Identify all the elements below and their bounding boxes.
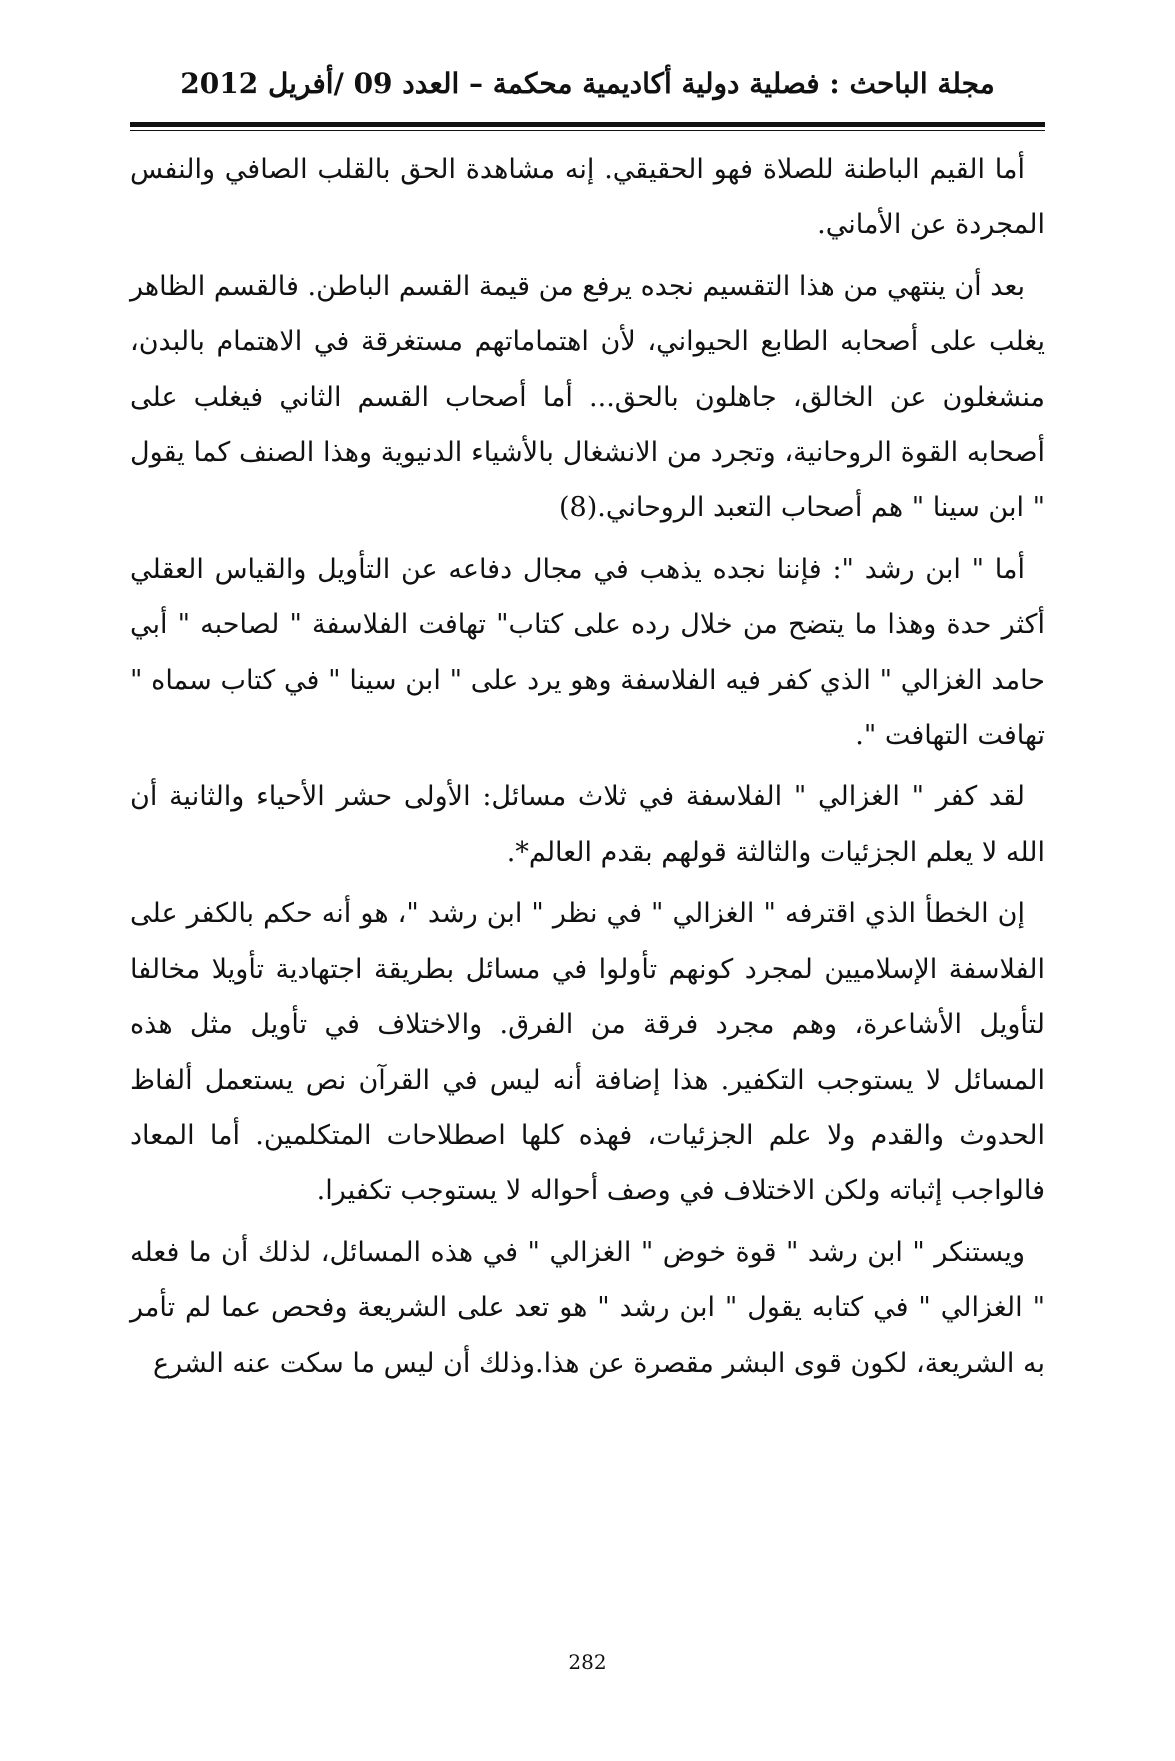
page-number: 282 bbox=[568, 1650, 607, 1674]
paragraph-4: لقد كفر " الغزالي " الفلاسفة في ثلاث مسائل: الأولى حشر الأحياء والثانية أن الله لا يعلم الجزئيات والثالثة قولهم بقدم العالم*. bbox=[130, 781, 1045, 868]
article-body bbox=[130, 142, 1045, 1397]
header-divider bbox=[130, 122, 1045, 131]
paragraph-2: بعد أن ينتهي من هذا التقسيم نجده يرفع من قيمة القسم الباطن. فالقسم الظاهر يغلب على أصحابه الطابع الحيواني، لأن اهتماماتهم مستغرقة في الاهتمام بالبدن، منشغلون عن الخالق، جاهلون بالحق... أما أصحاب القسم الثاني فيغلب على أصحابه القوة الروحانية، وتجرد من الانشغال بالأشياء الدنيوية وهذا الصنف كما يقول " ابن سينا " هم أصحاب التعبد الروحاني.(8) bbox=[130, 270, 1045, 524]
paragraph-1: أما القيم الباطنة للصلاة فهو الحقيقي. إنه مشاهدة الحق بالقلب الصافي والنفس المجردة عن الأماني. bbox=[130, 154, 1045, 241]
journal-header: مجلة الباحث : فصلية دولية أكاديمية محكمة – العدد 09 /أفريل 2012 bbox=[180, 67, 995, 100]
paragraph-5: إن الخطأ الذي اقترفه " الغزالي " في نظر " ابن رشد "، هو أنه حكم بالكفر على الفلاسفة الإسلاميين لمجرد كونهم تأولوا في مسائل بطريقة اجتهادية تأويلا مخالفا لتأويل الأشاعرة، وهم مجرد فرقة من الفرق. والاختلاف في تأويل مثل هذه المسائل لا يستوجب التكفير. هذا إضافة أنه ليس في القرآن نص يستعمل ألفاظ الحدوث والقدم ولا علم الجزئيات، فهذه كلها اصطلاحات المتكلمين. أما المعاد فالواجب إثباته ولكن الاختلاف في وصف أحواله لا يستوجب تكفيرا. bbox=[130, 898, 1045, 1207]
paragraph-3: أما " ابن رشد ": فإننا نجده يذهب في مجال دفاعه عن التأويل والقياس العقلي أكثر حدة وهذا ما يتضح من خلال رده على كتاب" تهافت الفلاسفة " لصاحبه " أبي حامد الغزالي " الذي كفر فيه الفلاسفة وهو يرد على " ابن سينا " في كتاب سماه " تهافت التهافت ". bbox=[130, 553, 1045, 752]
paragraph-6: ويستنكر " ابن رشد " قوة خوض " الغزالي " في هذه المسائل، لذلك أن ما فعله " الغزالي " في كتابه يقول " ابن رشد " هو تعد على الشريعة وفحص عما لم تأمر به الشريعة، لكون قوى البشر مقصرة عن هذا.وذلك أن ليس ما سكت عنه الشرع bbox=[130, 1236, 1045, 1379]
